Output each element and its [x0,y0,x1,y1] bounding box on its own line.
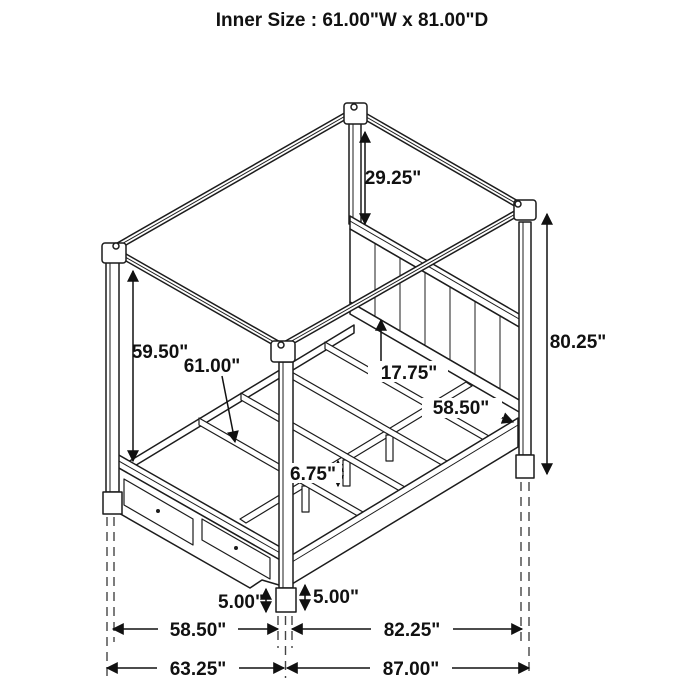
dim-overall-width-label: 63.25" [169,659,227,680]
dim-floor-width-inner-label: 58.50" [169,620,227,641]
inner-size-title: Inner Size : 61.00"W x 81.00"D [215,10,489,31]
dim-post-height-label: 80.25" [549,332,607,353]
dim-center-leg-label: 6.75" [290,464,336,485]
dim-rail-clearance-label: 5.00" [313,587,359,608]
back-post [349,122,361,224]
dim-inner-width-label: 61.00" [183,356,241,377]
dim-overall-depth-label: 87.00" [382,659,440,680]
dim-headboard-panel-label: 17.75" [380,363,438,384]
left-post [103,262,122,514]
footboard [110,450,289,588]
dim-side-rail-label: 58.50" [432,398,490,419]
dim-footboard-clearance-label: 5.00" [218,592,264,613]
dim-canopy-to-headboard-label: 29.25" [364,168,422,189]
front-post [276,362,296,612]
headboard [350,216,526,416]
dim-footboard-to-canopy-label: 59.50" [131,342,189,363]
dim-floor-depth-inner-label: 82.25" [383,620,441,641]
